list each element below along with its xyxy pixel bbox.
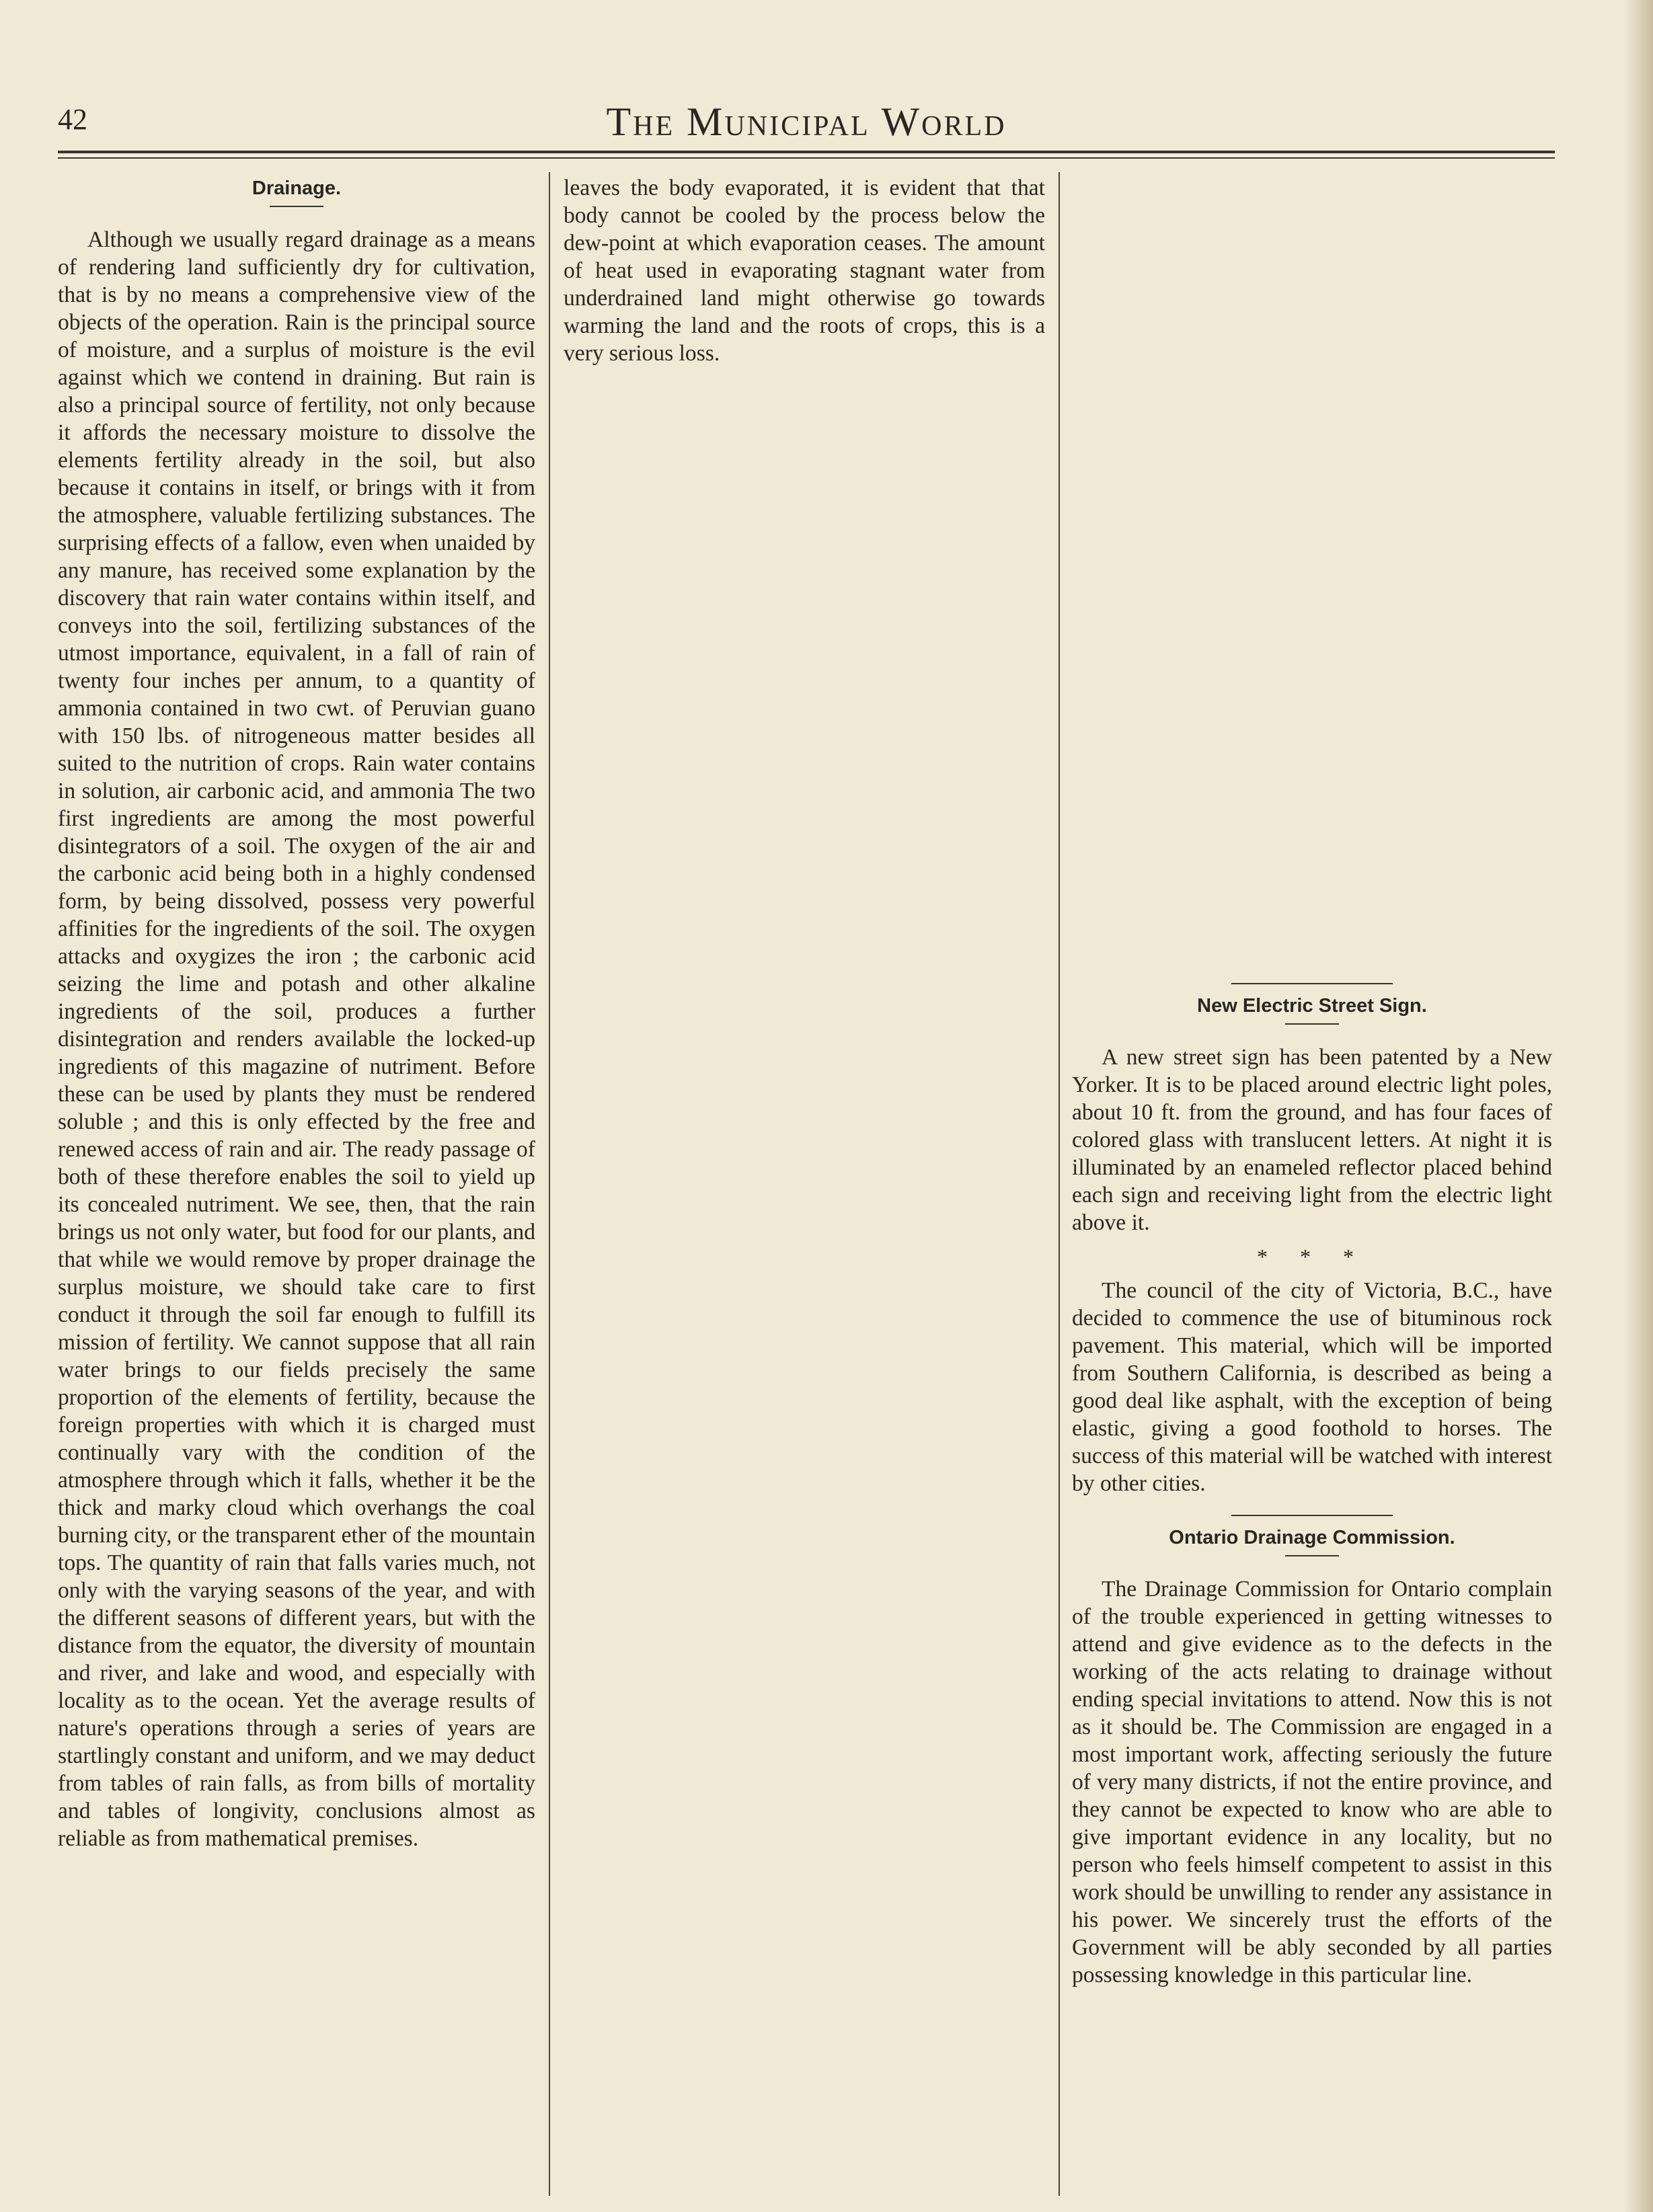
- asterism: * * *: [1257, 1245, 1367, 1269]
- masthead-title: The Municipal World: [606, 100, 1007, 144]
- drainage-title: Drainage.: [252, 177, 342, 199]
- drainage-paragraph-2: leaves the body evaporated, it is evident that that body cannot be cooled by the process below the dew-point at which evaporation ceases. The amount of heat used in evaporating stagnant water from underdrained land might otherwise go towards warming the land and the roots of crops, this is a very serious loss.: [564, 175, 1045, 366]
- column-divider-2: [1059, 172, 1060, 2196]
- victoria-body: The council of the city of Victoria, B.C., have decided to commence the use of bituminous rock pavement. This material, which will be imported from Southern California, is described as being a good deal like asphalt, with the exception of being elastic, giving a good foothold to horses. The success of this material will be watched with interest by other cities.: [1072, 1278, 1552, 1496]
- title-rule: [270, 206, 323, 207]
- header-rule-thin: [58, 157, 1555, 159]
- header-rule-thick: [58, 151, 1555, 153]
- title-rule: [1285, 1023, 1339, 1025]
- commission-body: The Drainage Commission for Ontario complain of the trouble experienced in getting witnesses to attend and give evidence as to the defects in the working of the acts relating to drainage without ending special invitations to attend. Now this is not as it should be. The Commission are engaged in a most important work, affecting seriously the future of very many districts, if not the entire province, and they cannot be expected to know who are able to give important evidence in any locality, but no person who feels himself competent to assist in this work should be unwilling to render any assistance in his power. We sincerely trust the efforts of the Government will be ably seconded by all parties possessing knowledge in this particular line.: [1072, 1577, 1552, 1987]
- page-edge-shadow: [1625, 0, 1653, 2212]
- page-header: [58, 100, 1555, 147]
- section-rule-street-sign: [1231, 983, 1393, 984]
- drainage-paragraph-1: Although we usually regard drainage as a means of rendering land sufficiently dry for cultivation, that is by no means a comprehensive view of the objects of the operation. Rain is the principal source of moisture, and a surplus of moisture is the evil against which we contend in draining. But rain is also a principal source of fertility, not only because it affords the necessary moisture to dissolve the elements fertility already in the soil, but also because it contains in itself, or brings with it from the atmosphere, valuable fertilizing substances. The surprising effects of a fallow, even when unaided by any manure, has received some explanation by the discovery that rain water contains within itself, and conveys into the soil, fertilizing substances of the utmost importance, equivalent, in a fall of rain of twenty four inches per annum, to a quantity of ammonia contained in two cwt. of Peruvian guano with 150 lbs. of nitrogeneous matter besides all suited to the nutrition of crops. Rain water contains in solution, air carbonic acid, and ammonia The two first ingredients are among the most powerful disintegrators of a soil. The oxygen of the air and the carbonic acid being both in a highly condensed form, by being dissolved, possess very powerful affinities for the ingredients of the soil. The oxygen attacks and oxygizes the iron ; the carbonic acid seizing the lime and potash and other alkaline ingredients of the soil, produces a further disintegration and renders available the locked-up ingredients of this magazine of nutriment. Before these can be used by plants they must be rendered soluble ; and this is only effected by the free and renewed access of rain and air. The ready passage of both of these therefore enables the soil to yield up its concealed nutriment. We see, then, that the rain brings us not only water, but food for our plants, and that while we would remove by proper drainage the surplus moisture, we should take care to first conduct it through the soil far enough to fulfill its mission of fertility. We cannot suppose that all rain water brings to our fields precisely the same proportion of the elements of fertility, because the foreign properties with which it is charged must continually vary with the condition of the atmosphere through which it falls, whether it be the thick and marky cloud which overhangs the coal burning city, or the transparent ether of the mountain tops. The quantity of rain that falls varies much, not only with the varying seasons of the year, and with the different seasons of different years, but with the distance from the equator, the diversity of mountain and river, and lake and wood, and especially with locality as to the ocean. Yet the average results of nature's operations through a series of years are startlingly constant and uniform, and we may deduct from tables of rain falls, as from bills of mortality and tables of longivity, conclusions almost as reliable as from mathematical premises.: [58, 227, 535, 1851]
- column-divider-1: [549, 172, 550, 2196]
- drainage-tail-box: [1072, 172, 1552, 965]
- section-rule-commission: [1231, 1515, 1393, 1516]
- column-3: [1072, 172, 1552, 2182]
- street-sign-title: New Electric Street Sign.: [1197, 995, 1427, 1017]
- column-1: [58, 172, 535, 2182]
- page-number: 42: [58, 103, 87, 136]
- column-2: [564, 172, 1045, 2182]
- title-rule: [1285, 1555, 1339, 1556]
- street-sign-body: A new street sign has been patented by a New Yorker. It is to be placed around electric light poles, about 10 ft. from the ground, and has four faces of colored glass with translucent letters. At night it is illuminated by an enameled reflector placed behind each sign and receiving light from the electric light above it.: [1072, 1045, 1552, 1235]
- commission-title: Ontario Drainage Commission.: [1169, 1527, 1455, 1548]
